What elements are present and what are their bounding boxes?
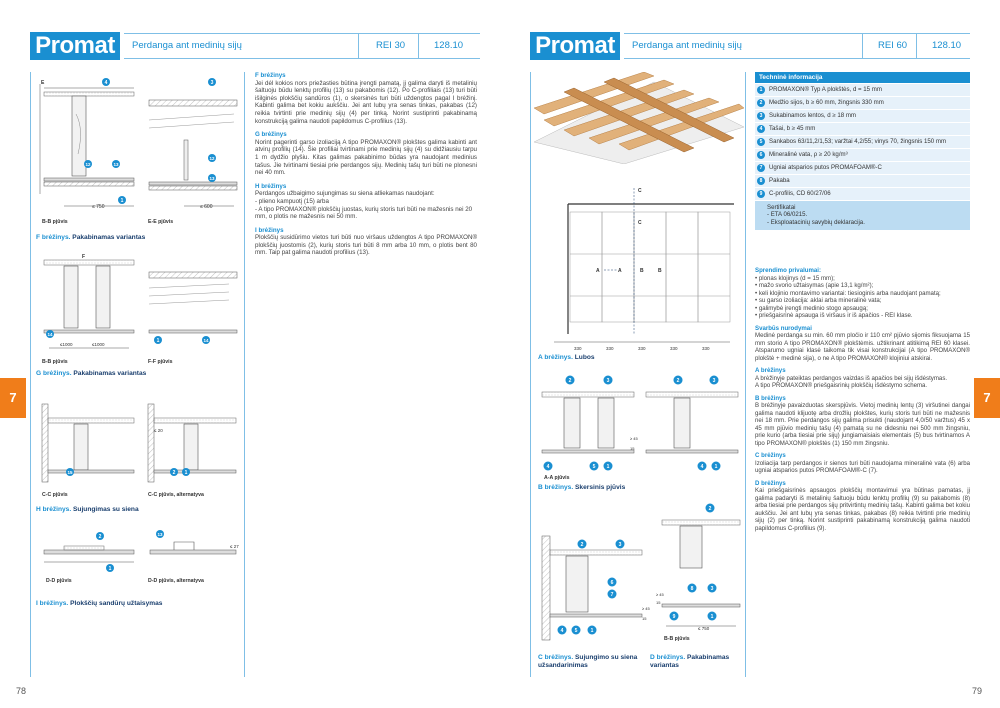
svg-text:6: 6	[610, 580, 614, 586]
page-number: 78	[16, 686, 27, 696]
page-title: Perdanga ant medinių sijų	[132, 40, 242, 51]
section-body: Plokščių susidūrimo vietos turi būti nuo viršaus uždengtos A tipo PROMAXON® plokščių juostomis (2), kurių storis turi būti 8 mm arba 10 mm, o plotis bent 80 mm. Taip pat galima naudoti profilius (13).	[255, 234, 477, 257]
marker-2	[566, 376, 575, 385]
view-label: D-D pjūvis, alternatyva	[148, 578, 204, 584]
svg-text:2: 2	[676, 378, 680, 384]
detail-code: 128.10	[932, 40, 962, 51]
section-heading: C brėžinys	[755, 452, 786, 459]
marker-2	[674, 376, 683, 385]
section-body: Medinė perdanga su min. 60 mm pločio ir 110 cm² pjūvio sijomis fiksuojama 15 mm storio A tipo PROMAXON® plokštėmis. užtikrinant atitikimą REI 60 klasei. Atsparumo ugniai klasė taikoma tik visai konstrukcijai (A tipo PROMAXON® plokštė + medinė sija), o ne A tipo PROMAXON® klojiniui atskirai.	[755, 332, 970, 362]
section-body: Perdangos užbaigimo sujungimas su siena atliekamas naudojant: - plieno kampuotį (15) arba - A tipo PROMAXON® plokščių juostas, kurių storis turi būti ne mažesnis nei 20 mm, o plotis ne mažesnis nei 50 mm.	[255, 190, 473, 221]
figure-caption: I brėžinys. Plokščių sandūrų užtaisymas	[36, 600, 163, 607]
marker-5	[590, 462, 599, 471]
view-label: B-B pjūvis	[42, 359, 68, 365]
dimension-label: ≤ 750	[698, 626, 710, 631]
section-heading: G brėžinys	[255, 131, 287, 139]
page-number: 79	[972, 686, 983, 696]
section-heading: Sprendimo privalumai:	[755, 267, 822, 274]
marker-4	[698, 462, 707, 471]
figure-caption: G brėžinys. Pakabinamas variantas	[36, 370, 147, 377]
drawing-b-section	[536, 370, 744, 476]
svg-text:3: 3	[618, 542, 622, 548]
tech-info-heading: Techninė informacija	[755, 72, 970, 83]
dimension-label: ≤1000	[92, 342, 105, 347]
svg-text:5: 5	[574, 628, 578, 634]
figure-caption: B brėžinys. Skersinis pjūvis	[538, 484, 626, 491]
marker-7	[608, 590, 617, 599]
svg-text:3: 3	[712, 378, 716, 384]
marker-5	[572, 626, 581, 635]
section-body: Kai priešgaisrinės apsaugos plokščių montavimui yra būtinas pamatas, jį galima padaryti iš metalinių šaltuoju būdu lenktų profilių (9) su pakabomis (8) arba tiesiai prie perdangos sijų pritvirtintų medinių tašų. Kabinti galima bet kokiu aukščiu. Jei ant lubų yra senas tinkas, pakabas (8) reikia tvirtinti prie medinių sijų (2) per tinką. Norint sustiprinti pakabinamą konstrukciją galima naudoti papildomus C-profilius (9).	[755, 487, 970, 532]
view-label: B-B pjūvis	[664, 636, 690, 642]
figure-caption: C brėžinys. Sujungimo su siena užsandarinimas	[538, 654, 638, 669]
certificate-line: - ETA 06/0215.	[767, 211, 808, 219]
marker-13	[156, 530, 164, 538]
marker-1	[604, 462, 613, 471]
svg-text:8: 8	[690, 586, 694, 592]
detail-code: 128.10	[434, 40, 464, 51]
dimension-label: 15	[630, 446, 635, 451]
marker-3	[710, 376, 719, 385]
svg-text:2: 2	[568, 378, 572, 384]
marker-1	[106, 564, 114, 572]
certificates-box	[755, 201, 970, 230]
svg-text:1: 1	[120, 198, 124, 204]
view-label: D-D pjūvis	[46, 578, 72, 584]
tech-row: 6 Mineralinė vata, ρ ≥ 20 kg/m³	[755, 149, 970, 162]
view-label: C-C pjūvis	[42, 492, 68, 498]
dimension-label: 330	[702, 346, 710, 351]
header-separator	[418, 33, 419, 59]
view-label: A-A pjūvis	[544, 475, 570, 481]
marker-4	[102, 78, 110, 86]
marker-13	[208, 174, 216, 182]
marker-15	[66, 468, 74, 476]
dimension-label: ≤ 600	[200, 204, 213, 210]
marker-12	[84, 160, 92, 168]
svg-text:2: 2	[172, 470, 176, 476]
certificate-line: - Eksploatacinių savybių deklaracija.	[767, 218, 865, 226]
tech-row: 9 C-profilis, CD 60/27/06	[755, 188, 970, 201]
isometric-illustration	[534, 72, 744, 164]
figure-caption: A brėžinys. Lubos	[538, 354, 595, 361]
tech-info-table	[755, 84, 970, 230]
dimension-label: 15	[642, 616, 647, 621]
svg-text:12: 12	[209, 156, 215, 161]
section-mark: E	[41, 80, 45, 86]
dimension-label: 330	[670, 346, 678, 351]
left-margin-rule	[530, 72, 531, 677]
dimension-label: ≥ 45	[630, 436, 638, 441]
section-heading: H brėžinys	[255, 182, 287, 190]
section-body: A brėžinyje pateiktas perdangos vaizdas iš apačios bei sijų išdėstymas. A tipo PROMAXON® priešgaisrinių plokščių išdėstymo schema.	[755, 374, 948, 389]
section-body: • plonas klojinys (d = 15 mm); • mažo svorio užtaisymas (apie 13,1 kg/m²); • keli klojinio montavimo variantai: tiesioginis arba naudojant pamatą; • su garso izoliacija: aklai arba mineralinė vata; • galimybė įrengti medinio stogo apsaugą; • priešgaisrinė apsauga iš viršaus ir iš apačios - REI klase.	[755, 274, 941, 319]
svg-text:7: 7	[610, 592, 614, 598]
marker-1	[588, 626, 597, 635]
marker-2	[96, 532, 104, 540]
marker-2	[578, 540, 587, 549]
svg-text:2: 2	[98, 534, 102, 540]
tech-row: 1 PROMAXON® Typ A plokštės, d = 15 mm	[755, 84, 970, 97]
figure-caption: H brėžinys. Sujungimas su siena	[36, 506, 139, 513]
dimension-label: 330	[606, 346, 614, 351]
marker-3	[616, 540, 625, 549]
marker-8	[688, 584, 697, 593]
header-separator	[358, 33, 359, 59]
section-heading: I brėžinys	[255, 226, 284, 234]
tech-row: 2 Medžio sijos, b ≥ 60 mm, žingsnis 330 mm	[755, 97, 970, 110]
drawing-i	[34, 526, 242, 576]
view-label: B-B pjūvis	[42, 219, 68, 225]
marker-12	[208, 154, 216, 162]
marker-1	[182, 468, 190, 476]
marker-14	[202, 336, 210, 344]
dimension-label: ≥ 45	[656, 592, 664, 597]
svg-text:1: 1	[184, 470, 188, 476]
column-divider	[745, 72, 746, 677]
figure-caption: D brėžinys. Pakabinamas variantas	[650, 654, 730, 669]
svg-text:1: 1	[606, 464, 610, 470]
svg-text:13: 13	[113, 162, 119, 167]
dimension-label: 330	[574, 346, 582, 351]
section-mark: A	[596, 268, 600, 274]
dimension-label: ≤ 27	[230, 544, 239, 549]
marker-13	[112, 160, 120, 168]
column-divider	[244, 72, 245, 677]
section-heading: Svarbūs nurodymai	[755, 324, 812, 332]
svg-text:1: 1	[590, 628, 594, 634]
marker-3	[604, 376, 613, 385]
drawing-g	[34, 250, 242, 362]
section-mark: A	[618, 268, 622, 274]
certificates-title: Sertifikatai	[767, 204, 796, 211]
svg-text:13: 13	[209, 176, 215, 181]
drawing-h	[34, 398, 242, 488]
section-body: B brėžinyje pavaizduotas skerspjūvis. Vietoj medinių lentų (3) viršutinei dangai galima naudoti klijuotę arba drožlių plokštes, kurių storis turi būti ne mažesnis nei 18 mm. Prie perdangos sijų galima prisukti (naudojant 4,0/50 varžtus) 45 x 45 mm pjūvio medinių tašų (4) pamatą su ne didesniu nei 500 mm žingsniu, prie kurio (arba tiesiai prie sijų) jungiamaisiais elementais (5) bus tvirtinamos A tipo PROMAXON® plokštės (1) 150 mm žingsniu.	[755, 402, 970, 447]
rei-class: REI 60	[878, 40, 908, 51]
svg-text:4: 4	[104, 80, 108, 86]
svg-text:3: 3	[710, 586, 714, 592]
drawing-a-plan	[534, 184, 744, 354]
tech-row: 8 Pakaba	[755, 175, 970, 188]
svg-text:13: 13	[157, 532, 163, 537]
svg-text:14: 14	[203, 338, 209, 343]
marker-2	[170, 468, 178, 476]
tech-row: 5 Sankabos 63/11,2/1,53; varžtai 4,2/55; vinys 70, žingsnis 150 mm	[755, 136, 970, 149]
promat-logo: Promat	[530, 32, 620, 60]
view-label: C-C pjūvis, alternatyva	[148, 492, 204, 498]
section-heading: B brėžinys	[755, 394, 786, 402]
figure-caption: F brėžinys. Pakabinamas variantas	[36, 234, 146, 241]
svg-text:1: 1	[156, 338, 160, 344]
section-mark: B	[658, 268, 662, 274]
dimension-label: ≤ 750	[92, 204, 105, 210]
svg-text:4: 4	[546, 464, 550, 470]
marker-1	[708, 612, 717, 621]
svg-text:12: 12	[85, 162, 91, 167]
marker-3	[708, 584, 717, 593]
section-mark: C	[638, 188, 642, 194]
svg-text:4: 4	[700, 464, 704, 470]
section-body: Norint pagerinti garso izoliaciją A tipo PROMAXON® plokštes galima kabinti ant atvirų profilių (14). Šie profiliai tvirtinami prie medinių sijų (4) su didžiausiu tarpu 1 m dydžio plyšiu. Kitas galimas pakabinimo būdas yra naudojant medinius tašus. Jie tvirtinami tiesiai prie perdangos sijų. Medinių tašų turi būti ne plonesni nei 40 mm.	[255, 138, 477, 177]
svg-text:3: 3	[210, 80, 214, 86]
tech-row: 7 Ugniai atsparios putos PROMAFOAM®-C	[755, 162, 970, 175]
section-heading: F brėžinys	[255, 72, 286, 79]
dimension-label: ≥ 45	[642, 606, 650, 611]
promat-logo: Promat	[30, 32, 120, 60]
left-margin-rule	[30, 72, 31, 677]
section-body: Izoliacija tarp perdangos ir sienos turi būti naudojama mineralinė vata (6) arba ugniai atsparios putos PROMAFOAM®-C (7).	[755, 459, 970, 474]
section-body: Jei dėl kokios nors priežasties būtina įrengti pamatą, jį galima daryti iš metalinių šaltuoju būdu lenktų profilių (13) su pakabomis (12). Po C-profiliais (13) turi būti išilginės plokščių sandūros (1), o skersinės turi būti uždengtos pagal I brėžinį. Kabinti galima bet kokiu aukščiu. Jei ant lubų yra senas tinkas, pakabas (12) reikia tvirtinti prie medinių sijų (4) per tinką. Norint sustiprinti pakabinamą konstrukciją galima naudoti papildomus C-profilius (13).	[255, 79, 477, 125]
view-label: E-E pjūvis	[148, 219, 174, 225]
marker-2	[706, 504, 715, 513]
section-mark: B	[640, 268, 644, 274]
marker-9	[670, 612, 679, 621]
view-label: F-F pjūvis	[148, 359, 173, 365]
drawing-c-d	[536, 500, 744, 650]
svg-text:1: 1	[714, 464, 718, 470]
marker-6	[608, 578, 617, 587]
svg-text:9: 9	[672, 614, 676, 620]
svg-text:15: 15	[67, 470, 73, 475]
marker-1	[154, 336, 162, 344]
header-separator	[916, 33, 917, 59]
marker-4	[558, 626, 567, 635]
svg-text:1: 1	[108, 566, 112, 572]
tech-row: 3 Sukabinamos lentos, d ≥ 18 mm	[755, 110, 970, 123]
marker-1	[118, 196, 126, 204]
dimension-label: 330	[638, 346, 646, 351]
drawing-f	[34, 74, 242, 234]
chapter-tab: 7	[0, 378, 26, 418]
rei-class: REI 30	[376, 40, 406, 51]
marker-1	[712, 462, 721, 471]
header-separator	[862, 33, 863, 59]
svg-text:1: 1	[710, 614, 714, 620]
marker-3	[208, 78, 216, 86]
dimension-label: 15	[656, 600, 661, 605]
tech-row: 4 Tašai, b ≥ 45 mm	[755, 123, 970, 136]
svg-text:2: 2	[580, 542, 584, 548]
marker-14	[46, 330, 54, 338]
svg-text:5: 5	[592, 464, 596, 470]
svg-text:2: 2	[708, 506, 712, 512]
section-heading: D brėžinys	[755, 479, 786, 487]
page-title: Perdanga ant medinių sijų	[632, 40, 742, 51]
section-mark: C	[638, 220, 642, 226]
section-heading: A brėžinys	[755, 367, 786, 374]
section-mark: F	[82, 254, 86, 260]
svg-text:14: 14	[47, 332, 53, 337]
dimension-label: ≤ 20	[154, 428, 163, 433]
svg-text:4: 4	[560, 628, 564, 634]
description-column	[255, 72, 477, 257]
chapter-tab: 7	[974, 378, 1000, 418]
marker-4	[544, 462, 553, 471]
svg-text:3: 3	[606, 378, 610, 384]
description-column	[755, 262, 970, 532]
dimension-label: ≤1000	[60, 342, 73, 347]
